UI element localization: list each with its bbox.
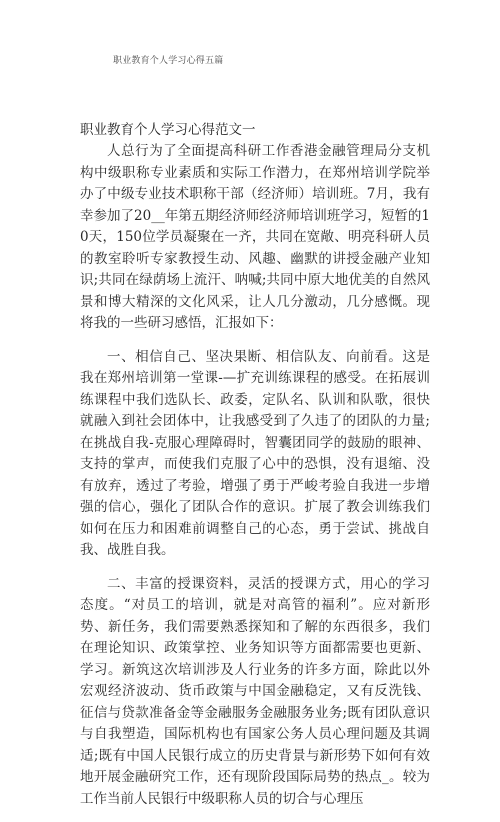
document-title: 职业教育个人学习心得范文一 xyxy=(80,122,256,138)
document-body xyxy=(80,141,430,822)
page-header: 职业教育个人学习心得五篇 xyxy=(113,56,224,66)
paragraph-section-two: 二、丰富的授课资料，灵活的授课方式，用心的学习态度。“对员工的培训，就是对高管的福利”。应对新形势、新任务，我们需要熟悉探知和了解的东西很多，我们在理论知识、政策掌控、业务知识等方面都需要也更新、学习。新筑这次培训涉及人行业务的许多方面，除此以外宏观经济波动、货币政策与中国金融稳定，又有反洗钱、征信与贷款准备金等金融服务金融服务业务;既有团队意识与自我塑造，国际机构也有国家公务人员心理问题及其调适;既有中国人民银行成立的历史背景与新形势下如何有效地开展金融研究工作，还有现阶段国际局势的热点_。较为工作当前人民银行中级职称人员的切合与心理压 xyxy=(80,575,430,807)
paragraph-section-one: 一、相信自己、坚决果断、相信队友、向前看。这是我在郑州培训第一堂课-—扩充训练课程的感受。在拓展训练课程中我们选队长、政委，定队名、队训和队歌，很快就融入到社会团体中，让我感受到了久违了的团队的力量;在挑战自我-克服心理障碍时，智囊团同学的鼓励的眼神、支持的掌声，而使我们克服了心中的恐惧，没有退缩、没有放弃，透过了考验，增强了勇于严峻考验自我进一步增强的信心，强化了团队合作的意识。扩展了教会训练我们如何在压力和困难前调整自己的心态，勇于尝试、挑战自我、战胜自我。 xyxy=(80,348,430,558)
paragraph-intro: 人总行为了全面提高科研工作香港金融管理局分支机构中级职称专业素质和实际工作潜力，在郑州培训学院举办了中级专业技术职称干部（经济师）培训班。7月，我有幸参加了20__年第五期经济师经济师培训班学习，短暂的10天，150位学员凝聚在一齐，共同在宽敞、明亮科研人员的教室聆听专家教授生动、风趣、幽默的讲授金融产业知识;共同在绿荫场上流汗、呐喊;共同中原大地优美的自然风景和博大精深的文化风采，让人几分激动，几分感慨。现将我的一些研习感悟，汇报如下： xyxy=(80,143,430,331)
